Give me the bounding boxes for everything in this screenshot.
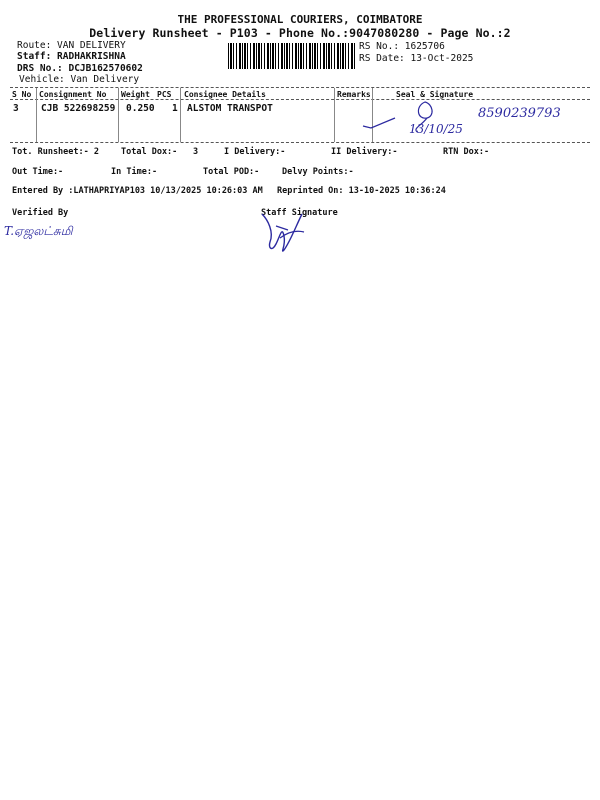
header-consignee: Consignee Details [184, 90, 266, 99]
i-delivery: I Delivery:- [224, 147, 286, 157]
verifier-handwritten-name: T.ஏஜலட்சுமி [4, 224, 73, 238]
row-weight: 0.250 [126, 103, 155, 114]
staff-label: Staff: RADHAKRISHNA [17, 51, 126, 62]
total-dox-label: Total Dox:- [121, 147, 178, 157]
company-title: THE PROFESSIONAL COURIERS, COIMBATORE [177, 13, 423, 26]
rtn-dox: RTN Dox:- [443, 147, 490, 157]
out-time: Out Time:- [12, 167, 64, 177]
tot-runsheet: Tot. Runsheet:- 2 [12, 147, 99, 157]
row-consignment: CJB 522698259 [41, 103, 116, 114]
total-dox-value: 3 [193, 147, 199, 157]
ii-delivery: II Delivery:- [331, 147, 398, 157]
header-pcs: PCS [157, 90, 172, 99]
row-sno: 3 [13, 103, 19, 114]
header-weight: Weight [121, 90, 150, 99]
table-top-border [10, 87, 590, 88]
barcode [228, 43, 356, 69]
drs-number: DRS No.: DCJB162570602 [17, 63, 143, 74]
column-divider [334, 88, 335, 142]
header-remarks: Remarks [337, 90, 371, 99]
header-sno: S No [12, 90, 32, 99]
handwritten-date: 13/10/25 [409, 122, 463, 136]
runsheet-subtitle: Delivery Runsheet - P103 - Phone No.:9047080280 - Page No.:2 [89, 26, 511, 40]
verified-by-label: Verified By [12, 208, 69, 218]
rs-number: RS No.: 1625706 [359, 41, 445, 52]
column-divider [180, 88, 181, 142]
staff-signature-scribble [258, 206, 320, 258]
vehicle-label: Vehicle: Van Delivery [19, 74, 140, 85]
row-consignee: ALSTOM TRANSPOT [187, 103, 273, 114]
column-divider [36, 88, 37, 142]
handwritten-phone: 8590239793 [478, 106, 561, 121]
column-divider [118, 88, 119, 142]
staff-signature-label: Staff Signature [261, 208, 338, 218]
header-seal-signature: Seal & Signature [396, 90, 474, 99]
reprinted-on: Reprinted On: 13-10-2025 10:36:24 [277, 186, 446, 196]
entered-by: Entered By :LATHAPRIYAP103 10/13/2025 10:26:03 AM [12, 186, 263, 196]
total-pod: Total POD:- [203, 167, 260, 177]
route-label: Route: VAN DELIVERY [17, 40, 126, 51]
in-time: In Time:- [111, 167, 158, 177]
rs-date: RS Date: 13-Oct-2025 [359, 53, 474, 64]
delvy-points: Delvy Points:- [282, 167, 354, 177]
row-pcs: 1 [172, 103, 178, 114]
header-consignment: Consignment No [39, 90, 107, 99]
